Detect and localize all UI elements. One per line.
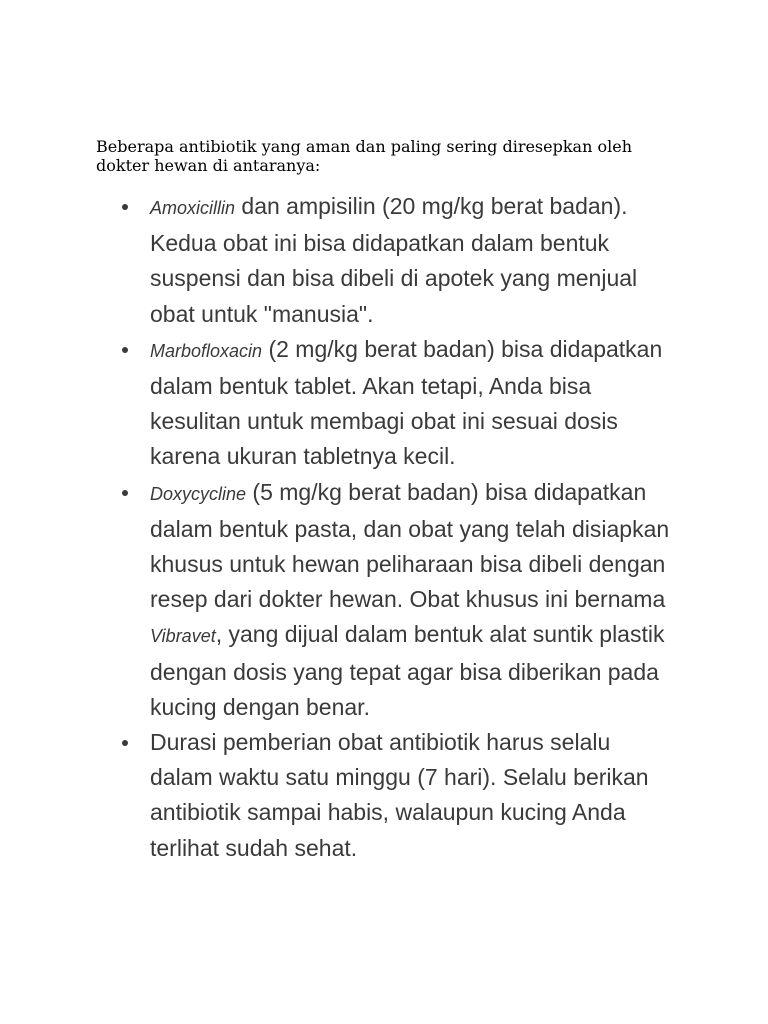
bullet-icon	[122, 490, 128, 496]
bullet-icon	[122, 347, 128, 353]
drug-name: Doxycycline	[150, 483, 247, 504]
bullet-icon	[122, 740, 128, 746]
list-item	[150, 189, 670, 332]
product-name: Vibravet	[150, 626, 216, 647]
drug-name: Amoxicillin	[150, 198, 236, 218]
list-item	[150, 475, 670, 725]
bullet-icon	[122, 204, 128, 210]
list-item	[150, 332, 670, 475]
item-text: (5 mg/kg berat badan) bisa didapatkan dalam bentuk pasta, dan obat yang telah disiapkan khusus untuk hewan peliharaan bisa dibeli dengan resep dari dokter hewan. Obat khusus ini bernama	[150, 478, 670, 613]
intro-paragraph: Beberapa antibiotik yang aman dan paling sering diresepkan oleh dokter hewan di antaranya:	[96, 137, 632, 175]
drug-name: Marbofloxacin	[150, 340, 263, 361]
antibiotic-list	[150, 189, 670, 866]
item-text: Durasi pemberian obat antibiotik harus selalu dalam waktu satu minggu (7 hari). Selalu berikan antibiotik sampai habis, walaupun kucing Anda terlihat sudah sehat.	[150, 729, 649, 861]
item-text: dan ampisilin (20 mg/kg berat badan). Kedua obat ini bisa didapatkan dalam bentuk suspensi dan bisa dibeli di apotek yang menjual obat untuk "manusia".	[150, 193, 638, 327]
item-text: (2 mg/kg berat badan) bisa didapatkan dalam bentuk tablet. Akan tetapi, Anda bisa kesulitan untuk membagi obat ini sesuai dosis karena ukuran tabletnya kecil.	[150, 335, 663, 470]
list-item	[150, 725, 670, 866]
item-text-continued: , yang dijual dalam bentuk alat suntik plastik dengan dosis yang tepat agar bisa diberikan pada kucing dengan benar.	[150, 621, 665, 720]
